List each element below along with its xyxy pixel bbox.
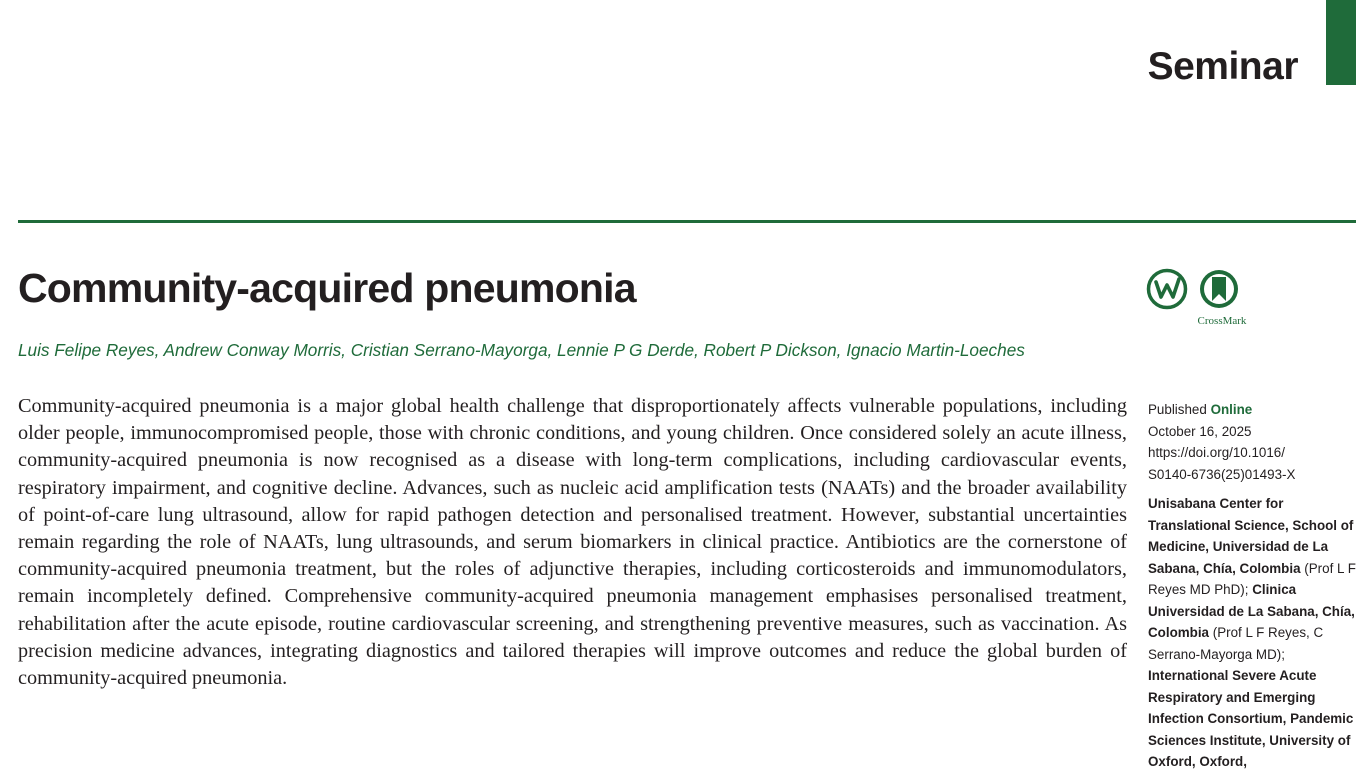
affiliation-2-people: (Prof L F Reyes, C Serrano-Mayorga MD); [1148,625,1324,662]
section-color-tab [1326,0,1356,85]
doi-line-2[interactable]: S0140-6736(25)01493-X [1148,466,1296,482]
publication-date: October 16, 2025 [1148,423,1252,439]
article-title: Community-acquired pneumonia [18,265,636,311]
badge-group [1146,268,1256,330]
crossmark-label: CrossMark [1197,315,1247,327]
affiliations [1148,493,1360,773]
open-access-icon[interactable] [1146,268,1188,310]
published-online-label: Online [1210,402,1253,417]
published-prefix: Published [1148,402,1207,417]
header-rule [18,220,1356,223]
affiliation-3-name: International Severe Acute Respiratory and Emerging Infection Consortium, Pandemic Sciences Institute, University of Oxford, Oxford, [1148,668,1354,769]
doi-line-1[interactable]: https://doi.org/10.1016/ [1148,445,1285,460]
abstract-text: Community-acquired pneumonia is a major global health challenge that disproportionately affects vulnerable populations, including older people, immunocompromised people, those with chronic conditions, and young children. Once considered solely an acute illness, community-acquired pneumonia is now recognised as a disease with long-term complications, including cardiovascular events, respiratory impairment, and cognitive decline. Advances, such as nucleic acid amplification tests (NAATs) and the broader availability of point-of-care lung ultrasound, allow for rapid pathogen detection and personalised treatment. However, substantial uncertainties remain regarding the role of NAATs, lung ultrasounds, and serum biomarkers in clinical practice. Antibiotics are the cornerstone of community-acquired pneumonia treatment, but the roles of adjunctive therapies, including corticosteroids and immunomodulators, remain incompletely defined. Comprehensive community-acquired pneumonia management emphasises personalised treatment, rehabilitation after the acute episode, routine cardiovascular screening, and strengthening preventive measures, such as vaccination. As precision medicine advances, integrating diagnostics and tailored therapies will improve outcomes and reduce the global burden of community-acquired pneumonia. [18,395,1127,690]
affiliation-2-name: Clinica Universidad de La Sabana, Chía, Colombia [1148,582,1355,640]
author-list[interactable]: Luis Felipe Reyes, Andrew Conway Morris, Cristian Serrano-Mayorga, Lennie P G Derde, Robert P Dickson, Ignacio Martin-Loeches [18,340,1025,360]
article-info-sidebar [1148,399,1360,773]
section-label: Seminar [1147,45,1298,88]
crossmark-icon[interactable] [1198,268,1240,310]
affiliation-1-people: (Prof L F Reyes MD PhD); [1148,560,1356,597]
affiliation-1-name: Unisabana Center for Translational Science, School of Medicine, Universidad de La Sabana, Chía, Colombia [1148,496,1354,576]
publication-line [1148,399,1360,421]
